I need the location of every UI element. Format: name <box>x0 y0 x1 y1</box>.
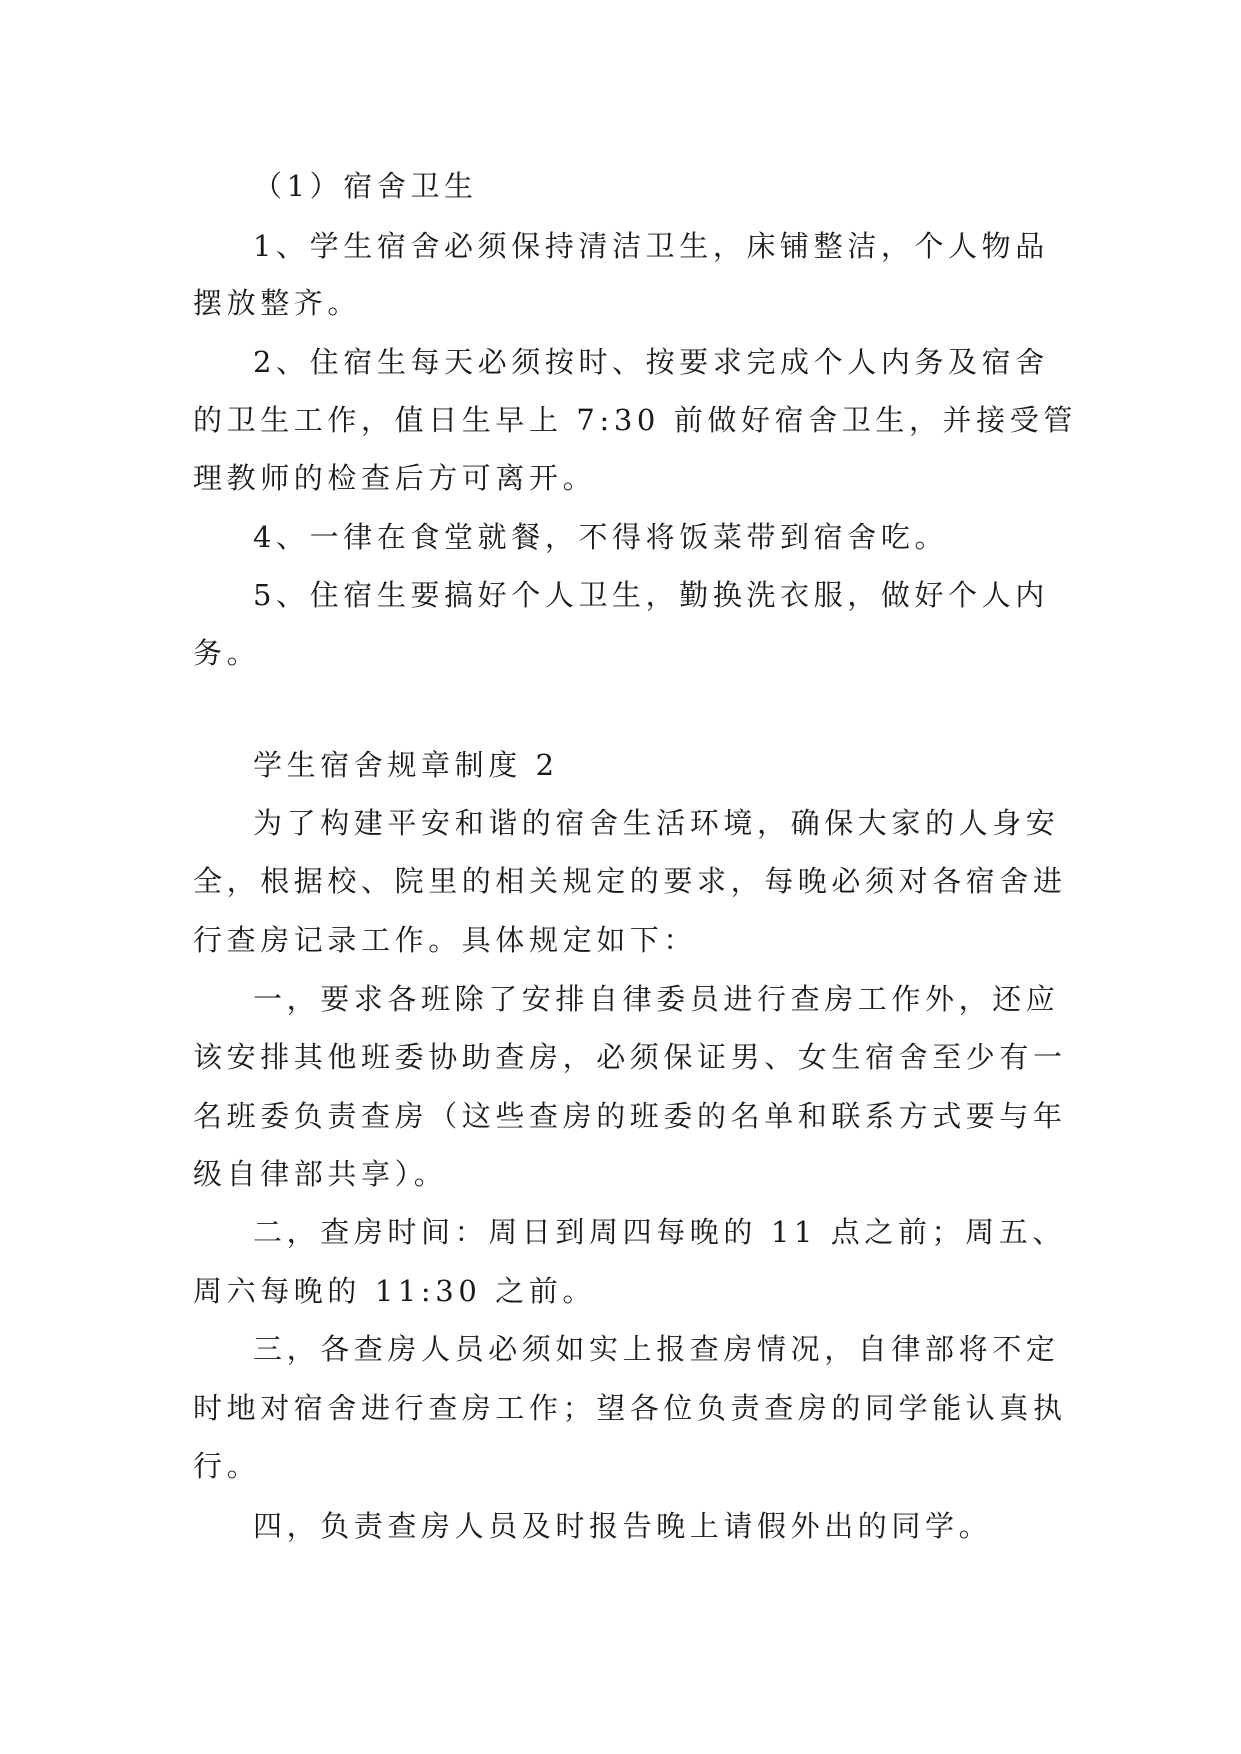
paragraph-line: 二，查房时间：周日到周四每晚的 11 点之前；周五、 <box>253 1215 1066 1249</box>
paragraph-line: 行。 <box>193 1449 261 1483</box>
paragraph-line: 级自律部共享）。 <box>193 1157 448 1191</box>
paragraph-line: 2、住宿生每天必须按时、按要求完成个人内务及宿舍 <box>253 345 1049 379</box>
paragraph-line: 5、住宿生要搞好个人卫生，勤换洗衣服，做好个人内 <box>253 578 1049 612</box>
paragraph-line: 4、一律在食堂就餐，不得将饭菜带到宿舍吃。 <box>253 520 949 554</box>
paragraph-line: 时地对宿舍进行查房工作；望各位负责查房的同学能认真执 <box>193 1391 1067 1425</box>
paragraph-line: 务。 <box>193 636 261 670</box>
section-title-regulations-2: 学生宿舍规章制度 2 <box>253 748 559 782</box>
paragraph-line: 为了构建平安和谐的宿舍生活环境，确保大家的人身安 <box>253 806 1060 840</box>
paragraph-line: 的卫生工作，值日生早上 7:30 前做好宿舍卫生，并接受管 <box>193 403 1077 437</box>
paragraph-line: 全，根据校、院里的相关规定的要求，每晚必须对各宿舍进 <box>193 864 1067 898</box>
paragraph-line: 该安排其他班委协助查房，必须保证男、女生宿舍至少有一 <box>193 1040 1067 1074</box>
paragraph-line: 名班委负责查房（这些查房的班委的名单和联系方式要与年 <box>193 1099 1067 1133</box>
paragraph-line: 理教师的检查后方可离开。 <box>193 461 597 495</box>
section-heading-dorm-hygiene: （1）宿舍卫生 <box>253 169 478 203</box>
paragraph-line: 周六每晚的 11:30 之前。 <box>193 1274 597 1308</box>
paragraph-line: 四，负责查房人员及时报告晚上请假外出的同学。 <box>253 1509 993 1543</box>
paragraph-line: 行查房记录工作。具体规定如下： <box>193 923 698 957</box>
paragraph-line: 摆放整齐。 <box>193 286 362 320</box>
paragraph-line: 一，要求各班除了安排自律委员进行查房工作外，还应 <box>253 982 1060 1016</box>
paragraph-line: 1、学生宿舍必须保持清洁卫生，床铺整洁，个人物品 <box>253 229 1049 263</box>
paragraph-line: 三，各查房人员必须如实上报查房情况，自律部将不定 <box>253 1332 1060 1366</box>
